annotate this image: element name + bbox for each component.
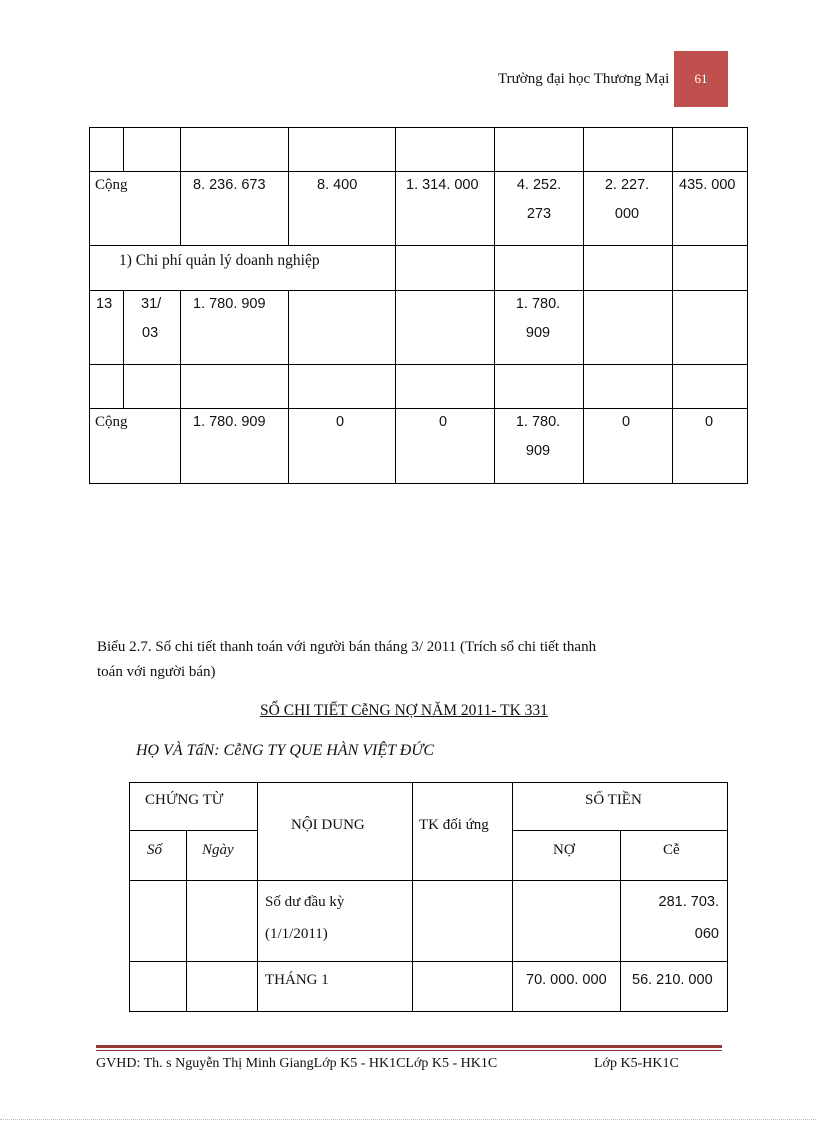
row13-so: 13 [96,296,113,312]
row13-c6: 1. 780. 909 [515,296,561,341]
month1-no: 70. 000. 000 [526,972,607,988]
header-noi-dung: NỘI DUNG [291,817,365,833]
ledger-subtitle: HỌ VÀ TấN: CễNG TY QUE HÀN VIỆT ĐỨC [136,742,435,759]
page-edge [0,1119,816,1120]
header-no: NỢ [553,842,575,858]
header-so: Số [147,842,162,858]
total-a-c8: 435. 000 [679,177,736,193]
page-number: 61 [674,51,728,107]
total-b-c5: 0 [439,414,448,430]
total-a-c4: 8. 400 [317,177,358,193]
header-tk-doi-ung: TK đối ứng [419,817,489,833]
footer-rule [96,1045,722,1048]
caption-line-1: Biểu 2.7. Sổ chi tiết thanh toán với người bán tháng 3/ 2011 (Trích sổ chi tiết thanh [97,639,597,655]
month1-co: 56. 210. 000 [632,972,713,988]
total-b-c3: 1. 780. 909 [193,414,266,430]
header-chung-tu: CHỨNG TỪ [145,792,224,808]
opening-balance-co: 281. 703. 060 [658,894,719,942]
section-heading: 1) Chi phí quản lý doanh nghiệp [119,252,320,269]
header-co: Cễ [663,842,680,858]
total-a-c6: 4. 252. 273 [516,177,562,222]
total-b-c7: 0 [622,414,631,430]
ledger-table [129,782,728,1012]
total-b-c4: 0 [336,414,345,430]
footer-right: Lớp K5-HK1C [594,1056,679,1071]
total-b-c8: 0 [705,414,714,430]
header-ngay: Ngày [202,842,234,858]
opening-balance-label: Số dư đầu kỳ (1/1/2011) [265,894,345,942]
ledger-title: SỔ CHI TIẾT CễNG NỢ NĂM 2011- TK 331 [260,702,548,719]
month1-label: THÁNG 1 [265,972,329,988]
expense-table [89,127,748,484]
header-so-tien: SỐ TIỀN [585,792,642,808]
total-a-c7: 2. 227. 000 [604,177,650,222]
footer-left: GVHD: Th. s Nguyễn Thị Minh GiangLớp K5 - HK1CLớp K5 - HK1C [96,1056,498,1071]
footer-rule-thin [96,1050,722,1051]
caption-line-2: toán với người bán) [97,664,216,680]
total-a-c3: 8. 236. 673 [193,177,266,193]
total-label: Cộng [95,177,128,193]
total-b-c6: 1. 780. 909 [515,414,561,459]
total-a-c5: 1. 314. 000 [406,177,479,193]
total-b-label: Cộng [95,414,128,430]
row13-c3: 1. 780. 909 [193,296,266,312]
row13-ngay: 31/ 03 [141,296,162,341]
header-school: Trường đại học Thương Mại [498,71,670,87]
